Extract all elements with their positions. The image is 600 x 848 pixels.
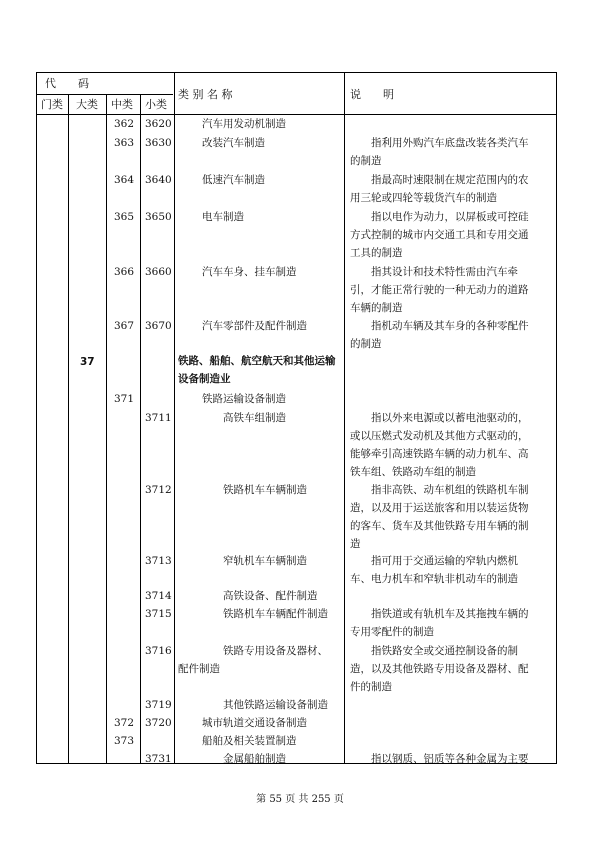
zhong-code: 363 (114, 137, 135, 149)
xiao-code: 3712 (145, 484, 172, 496)
category-name: 铁路机车车辆制造 (223, 484, 307, 496)
category-explanation: 指以电作为动力，以屏板或可控硅方式控制的城市内交通工具和专用交通工具的制造 (350, 211, 529, 259)
zhong-code: 367 (114, 320, 135, 332)
zhong-code: 365 (114, 211, 135, 223)
xiao-code: 3650 (145, 211, 172, 223)
category-name: 汽车用发动机制造 (202, 118, 286, 130)
category-explanation: 指非高铁、动车机组的铁路机车制造，以及用于运送旅客和用以装运货物的客车、货车及其他铁路专用车辆的制造 (350, 484, 529, 550)
header-zhong: 中类 (111, 98, 133, 111)
category-explanation: 指最高时速限制在规定范围内的农用三轮或四轮等载货汽车的制造 (350, 174, 529, 204)
category-explanation: 指铁路安全或交通控制设备的制造，以及其他铁路专用设备及器材、配件的制造 (350, 645, 529, 693)
category-explanation: 指机动车辆及其车身的各种零配件的制造 (350, 320, 529, 350)
page-footer: 第 55 页 共 255 页 (256, 794, 344, 805)
xiao-code: 3630 (145, 137, 172, 149)
category-name: 汽车车身、挂车制造 (202, 266, 297, 278)
category-name: 铁路机车车辆配件制造 (223, 608, 328, 620)
header-explanation: 说 明 (350, 88, 394, 101)
col-divider (344, 73, 345, 763)
header-category-name: 类 别 名 称 (178, 88, 233, 101)
col-divider (140, 95, 141, 763)
xiao-code: 3716 (145, 645, 172, 657)
zhong-code: 372 (114, 717, 135, 729)
zhong-code: 362 (114, 118, 135, 130)
category-name: 铁路运输设备制造 (202, 393, 286, 405)
xiao-code: 3713 (145, 555, 172, 567)
category-name: 铁路专用设备及器材、配件制造 (178, 645, 328, 675)
category-name: 铁路、船舶、航空航天和其他运输设备制造业 (178, 355, 336, 385)
header-bottom (37, 114, 556, 115)
xiao-code: 3711 (145, 412, 172, 424)
category-name: 船舶及相关装置制造 (202, 735, 297, 747)
zhong-code: 373 (114, 735, 135, 747)
classification-table (36, 72, 557, 764)
header-men: 门类 (41, 98, 63, 111)
category-name: 改装汽车制造 (202, 137, 265, 149)
category-name: 汽车零部件及配件制造 (202, 320, 307, 332)
xiao-code: 3719 (145, 699, 172, 711)
zhong-code: 364 (114, 174, 135, 186)
xiao-code: 3731 (145, 753, 172, 765)
xiao-code: 3715 (145, 608, 172, 620)
xiao-code: 3620 (145, 118, 172, 130)
header-da: 大类 (76, 98, 98, 111)
category-name: 电车制造 (202, 211, 244, 223)
category-name: 高铁车组制造 (223, 412, 286, 424)
xiao-code: 3714 (145, 590, 172, 602)
category-explanation: 指利用外购汽车底盘改装各类汽车的制造 (350, 137, 529, 167)
zhong-code: 371 (114, 393, 135, 405)
category-name: 其他铁路运输设备制造 (223, 699, 328, 711)
xiao-code: 3640 (145, 174, 172, 186)
header-split (37, 94, 173, 95)
category-name: 金属船舶制造 (223, 753, 286, 765)
header-code: 代 码 (45, 77, 89, 90)
category-name: 城市轨道交通设备制造 (202, 717, 307, 729)
category-name: 低速汽车制造 (202, 174, 265, 186)
header-xiao: 小类 (145, 98, 167, 111)
category-name: 窄轨机车车辆制造 (223, 555, 307, 567)
category-explanation: 指以外来电源或以蓄电池驱动的，或以压燃式发动机及其他方式驱动的，能够牵引高速铁路车辆的动力机车、高铁车组、铁路动车组的制造 (350, 412, 529, 478)
category-explanation: 指铁道或有轨机车及其拖拽车辆的专用零配件的制造 (350, 608, 529, 638)
col-divider (174, 73, 175, 763)
category-explanation: 指以钢质、铝质等各种金属为主要 (371, 753, 529, 765)
xiao-code: 3670 (145, 320, 172, 332)
category-name: 高铁设备、配件制造 (223, 590, 318, 602)
category-explanation: 指可用于交通运输的窄轨内燃机车、电力机车和窄轨非机动车的制造 (350, 555, 518, 585)
zhong-code: 366 (114, 266, 135, 278)
xiao-code: 3660 (145, 266, 172, 278)
da-code: 37 (80, 356, 95, 368)
col-divider (106, 95, 107, 763)
category-explanation: 指其设计和技术特性需由汽车牵引，才能正常行驶的一种无动力的道路车辆的制造 (350, 266, 529, 314)
col-divider (68, 95, 69, 763)
xiao-code: 3720 (145, 717, 172, 729)
